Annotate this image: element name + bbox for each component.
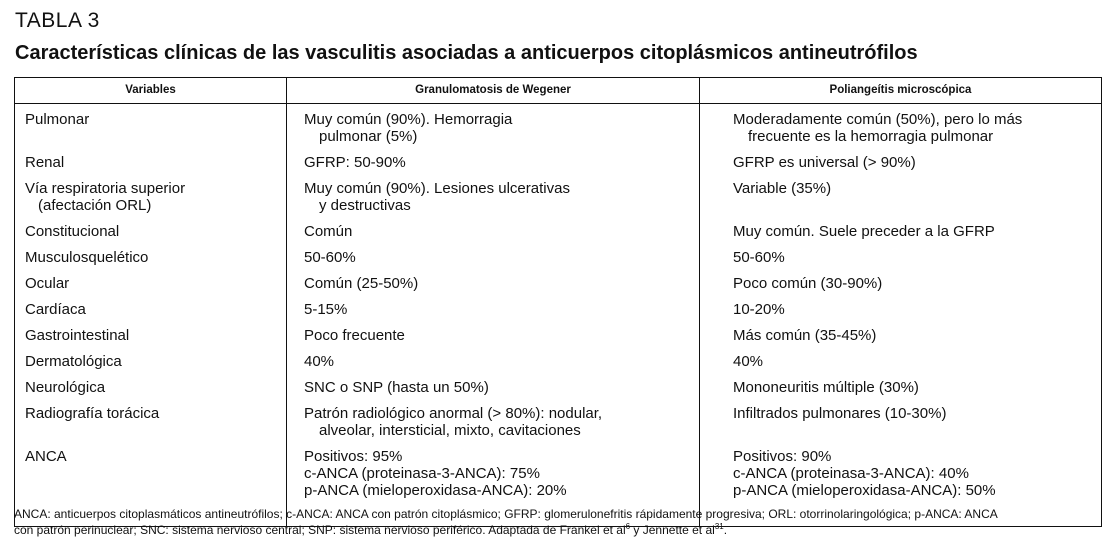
variable-cell (15, 111, 286, 145)
wegener-cell-line: c-ANCA (proteinasa-3-ANCA): 75% (304, 465, 540, 482)
poliangeitis-cell (700, 180, 1101, 214)
wegener-cell-line: Patrón radiológico anormal (> 80%): nodular, (304, 405, 603, 422)
wegener-cell-line: SNC o SNP (hasta un 50%) (304, 379, 489, 396)
footnote-line-2-a: con patrón perinuclear; SNC: sistema nervioso central; SNP: sistema nervioso periférico. Adaptada de Frankel et al (14, 523, 626, 537)
table-title: Características clínicas de las vasculitis asociadas a anticuerpos citoplásmicos antineutrófilos (15, 42, 918, 64)
variable-cell (15, 223, 286, 240)
variable-cell (15, 154, 286, 171)
variable-cell (15, 353, 286, 370)
wegener-cell-line: Poco frecuente (304, 327, 405, 344)
wegener-cell (287, 275, 699, 292)
variable-cell-line: Radiografía torácica (25, 405, 160, 422)
wegener-cell-line: Común (304, 223, 353, 240)
poliangeitis-cell-line: p-ANCA (mieloperoxidasa-ANCA): 50% (733, 482, 996, 499)
wegener-cell-line: 40% (304, 353, 335, 370)
variable-cell-line: Vía respiratoria superior (25, 180, 186, 197)
wegener-cell (287, 180, 699, 214)
variable-cell-line: Constitucional (25, 223, 120, 240)
poliangeitis-cell-line: Infiltrados pulmonares (10-30%) (733, 405, 947, 422)
table-footnote (14, 506, 1109, 538)
poliangeitis-cell-line: Poco común (30-90%) (733, 275, 883, 292)
clinical-features-table (14, 77, 1102, 527)
poliangeitis-cell-line: Muy común. Suele preceder a la GFRP (733, 223, 995, 240)
poliangeitis-cell-line: 40% (733, 353, 764, 370)
column-variables (15, 104, 287, 526)
header-variables: Variables (15, 78, 287, 103)
variable-cell (15, 275, 286, 292)
poliangeitis-cell-line: 10-20% (733, 301, 785, 318)
footnote-line-2-c: . (723, 523, 728, 537)
poliangeitis-cell-line: Mononeuritis múltiple (30%) (733, 379, 919, 396)
wegener-cell (287, 111, 699, 145)
wegener-cell (287, 448, 699, 499)
wegener-cell (287, 327, 699, 344)
variable-cell (15, 448, 286, 499)
poliangeitis-cell (700, 353, 1101, 370)
poliangeitis-cell (700, 111, 1101, 145)
variable-cell (15, 327, 286, 344)
variable-cell-line: ANCA (25, 448, 67, 465)
poliangeitis-cell-line: frecuente es la hemorragia pulmonar (748, 128, 994, 145)
wegener-cell (287, 301, 699, 318)
variable-cell (15, 301, 286, 318)
poliangeitis-cell (700, 275, 1101, 292)
poliangeitis-cell-line: Moderadamente común (50%), pero lo más (733, 111, 1023, 128)
footnote-line-1: ANCA: anticuerpos citoplasmáticos antineutrófilos; c-ANCA: ANCA con patrón citoplásmico; GFRP: glomerulonefritis rápidamente progresiva; ORL: otorrinolaringológica; p-ANCA: ANCA (14, 507, 998, 521)
poliangeitis-cell (700, 301, 1101, 318)
variable-cell (15, 249, 286, 266)
wegener-cell (287, 405, 699, 439)
wegener-cell-line: Muy común (90%). Lesiones ulcerativas (304, 180, 570, 197)
variable-cell-line: (afectación ORL) (38, 197, 152, 214)
poliangeitis-cell (700, 448, 1101, 499)
wegener-cell-line: y destructivas (319, 197, 411, 214)
poliangeitis-cell (700, 154, 1101, 171)
poliangeitis-cell (700, 327, 1101, 344)
poliangeitis-cell-line: c-ANCA (proteinasa-3-ANCA): 40% (733, 465, 969, 482)
variable-cell-line: Cardíaca (25, 301, 86, 318)
wegener-cell-line: pulmonar (5%) (319, 128, 418, 145)
wegener-cell-line: Común (25-50%) (304, 275, 419, 292)
wegener-cell-line: alveolar, intersticial, mixto, cavitaciones (319, 422, 581, 439)
poliangeitis-cell-line: Variable (35%) (733, 180, 832, 197)
table-label: TABLA 3 (15, 9, 100, 32)
variable-cell-line: Dermatológica (25, 353, 122, 370)
poliangeitis-cell-line: GFRP es universal (> 90%) (733, 154, 916, 171)
header-poliangeitis: Poliangeítis microscópica (829, 84, 972, 96)
footnote-ref-2: 31 (714, 522, 724, 531)
variable-cell-line: Musculosquelético (25, 249, 149, 266)
variable-cell-line: Ocular (25, 275, 70, 292)
variable-cell (15, 180, 286, 214)
wegener-cell-line: p-ANCA (mieloperoxidasa-ANCA): 20% (304, 482, 567, 499)
poliangeitis-cell (700, 405, 1101, 439)
wegener-cell (287, 154, 699, 171)
poliangeitis-cell-line: 50-60% (733, 249, 785, 266)
poliangeitis-cell-line: Positivos: 90% (733, 448, 832, 465)
variable-cell-line: Pulmonar (25, 111, 90, 128)
wegener-cell (287, 223, 699, 240)
wegener-cell (287, 353, 699, 370)
wegener-cell (287, 249, 699, 266)
wegener-cell-line: GFRP: 50-90% (304, 154, 406, 171)
table-body (15, 104, 1101, 527)
column-poliangeitis (700, 104, 1101, 526)
variable-cell-line: Renal (25, 154, 65, 171)
footnote-line-2-b: y Jennette et al (630, 523, 715, 537)
wegener-cell-line: 50-60% (304, 249, 356, 266)
header-wegener: Granulomatosis de Wegener (287, 78, 700, 103)
footnote-ref-1: 6 (625, 522, 631, 531)
poliangeitis-cell (700, 223, 1101, 240)
column-wegener (287, 104, 700, 526)
table-header-row (15, 78, 1101, 104)
variable-cell (15, 379, 286, 396)
poliangeitis-cell-line: Más común (35-45%) (733, 327, 877, 344)
variable-cell-line: Gastrointestinal (25, 327, 130, 344)
wegener-cell-line: Muy común (90%). Hemorragia (304, 111, 513, 128)
variable-cell-line: Neurológica (25, 379, 106, 396)
wegener-cell-line: Positivos: 95% (304, 448, 403, 465)
wegener-cell-line: 5-15% (304, 301, 348, 318)
poliangeitis-cell (700, 249, 1101, 266)
variable-cell (15, 405, 286, 439)
poliangeitis-cell (700, 379, 1101, 396)
wegener-cell (287, 379, 699, 396)
